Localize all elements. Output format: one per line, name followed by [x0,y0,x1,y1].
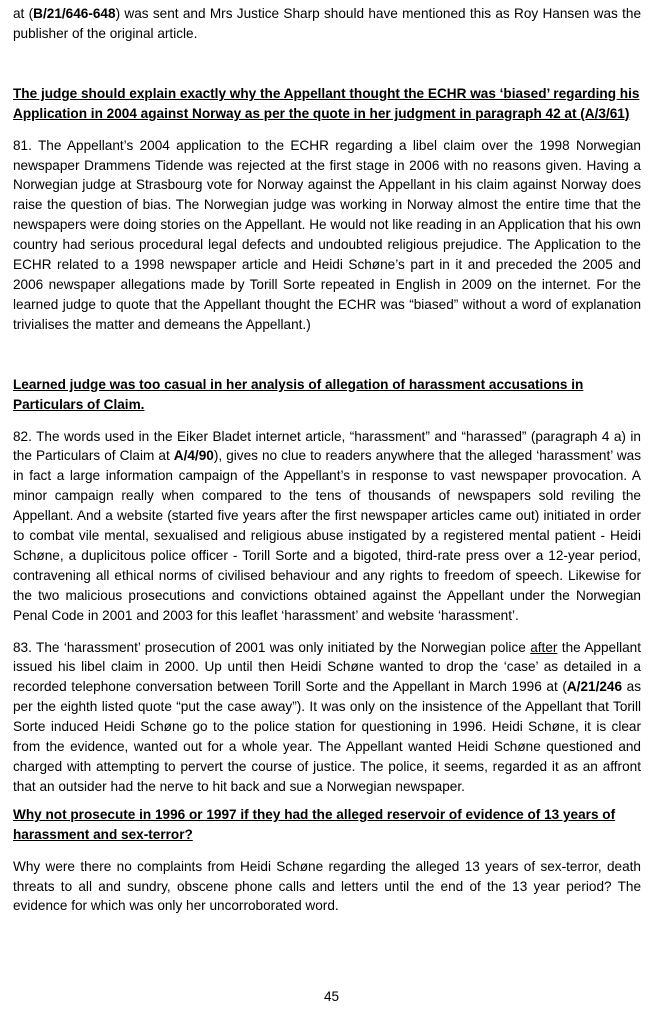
paragraph-83 [13,638,641,797]
p83-text-end: as per the eighth listed quote “put the case away”). It was only on the insistence of the Appellant that Torill Sorte induced Heidi Schøne go to the police station for questioning in 1996. Heidi Schøne, it is clear from the evidence, wanted out for a whole year. The Appellant wanted Heidi Schøne questioned and charged with attempting to pervert the course of justice. The police, it seems, regarded it as an affront that an outsider had the nerve to hit back and sue a Norwegian newspaper. [13,679,641,794]
paragraph-82 [13,427,641,626]
section-heading-echr: The judge should explain exactly why the Appellant thought the ECHR was ‘biased’ regarding his Application in 2004 against Norway as per the quote in her judgment in paragraph 42 at (A/3/61) [13,85,640,121]
p82-reference: A/4/90 [173,448,214,464]
intro-text-end: ) was sent and Mrs Justice Sharp should have mentioned this as Roy Hansen was the publisher of the original article. [13,6,641,41]
p83-text-middle: the Appellant issued his libel claim in 2000. Up until then Heidi Schøne wanted to drop the ‘case’ as detailed in a recorded telephone conversation between Torill Sorte and the Appellant in March 1996 at ( [13,639,642,695]
intro-paragraph [13,4,641,44]
paragraph-81: 81. The Appellant’s 2004 application to the ECHR regarding a libel claim over the 1998 Norwegian newspaper Drammens Tidende was rejected at the first stage in 2006 with no reasons given. Having a Norwegian judge at Strasbourg vote for Norway against the Appellant in his claim against Norway does raise the question of bias. The Norwegian judge was working in Norway almost the entire time that the newspapers were doing stories on the Appellant. He would not like reading in an Application that his own country had serious procedural legal defects and undoubted religious prejudice. The Application to the ECHR related to a 1998 newspaper article and Heidi Schøne’s part in it and preceded the 2005 and 2006 newspaper allegations made by Torill Sorte repeated in English in 2009 on the internet. For the learned judge to quote that the Appellant thought the ECHR was “biased” without a word of explanation trivialises the matter and demeans the Appellant.) [13,137,641,332]
section-heading-harassment: Learned judge was too casual in her analysis of allegation of harassment accusations in Particulars of Claim. [13,376,584,412]
intro-reference: B/21/646-648 [33,6,116,21]
p82-text-start: 82. The words used in the Eiker Bladet internet article, “harassment” and “harassed” (paragraph 4 a) in the Particulars of Claim at [13,428,641,464]
p83-underlined-word: after [530,639,558,655]
p83-reference: A/21/246 [566,679,623,695]
page-number: 45 [323,989,340,1004]
paragraph-final: Why were there no complaints from Heidi Schøne regarding the alleged 13 years of sex-terror, death threats to all and sundry, obscene phone calls and letters until the end of the 13 year period? The evidence for which was only her uncorroborated word. [13,858,641,914]
intro-text-start: at ( [13,6,34,21]
p83-text-start: 83. The ‘harassment’ prosecution of 2001 was only initiated by the Norwegian police [13,639,531,655]
p82-text-end: ), gives no clue to readers anywhere that the alleged ‘harassment’ was in fact a large information campaign of the Appellant’s in response to vast newspaper provocation. A minor campaign really when compared to the tens of thousands of newspapers sold reviling the Appellant. And a website (started five years after the first newspaper articles came out) initiated in order to combat vile mental, sexualised and religious abuse instigated by a registered mental patient - Heidi Schøne, a duplicitous police officer - Torill Sorte and a bigoted, third-rate press over a 12-year period, contravening all ethical norms of civilised behaviour and any rights to freedom of speech. Likewise for the two malicious prosecutions and convictions obtained against the Appellant under the Norwegian Penal Code in 2001 and 2003 for this leaflet ‘harassment’ and website ‘harassment’. [13,448,641,623]
section-heading-prosecute: Why not prosecute in 1996 or 1997 if they had the alleged reservoir of evidence of 13 years of harassment and sex-terror? [13,806,616,842]
